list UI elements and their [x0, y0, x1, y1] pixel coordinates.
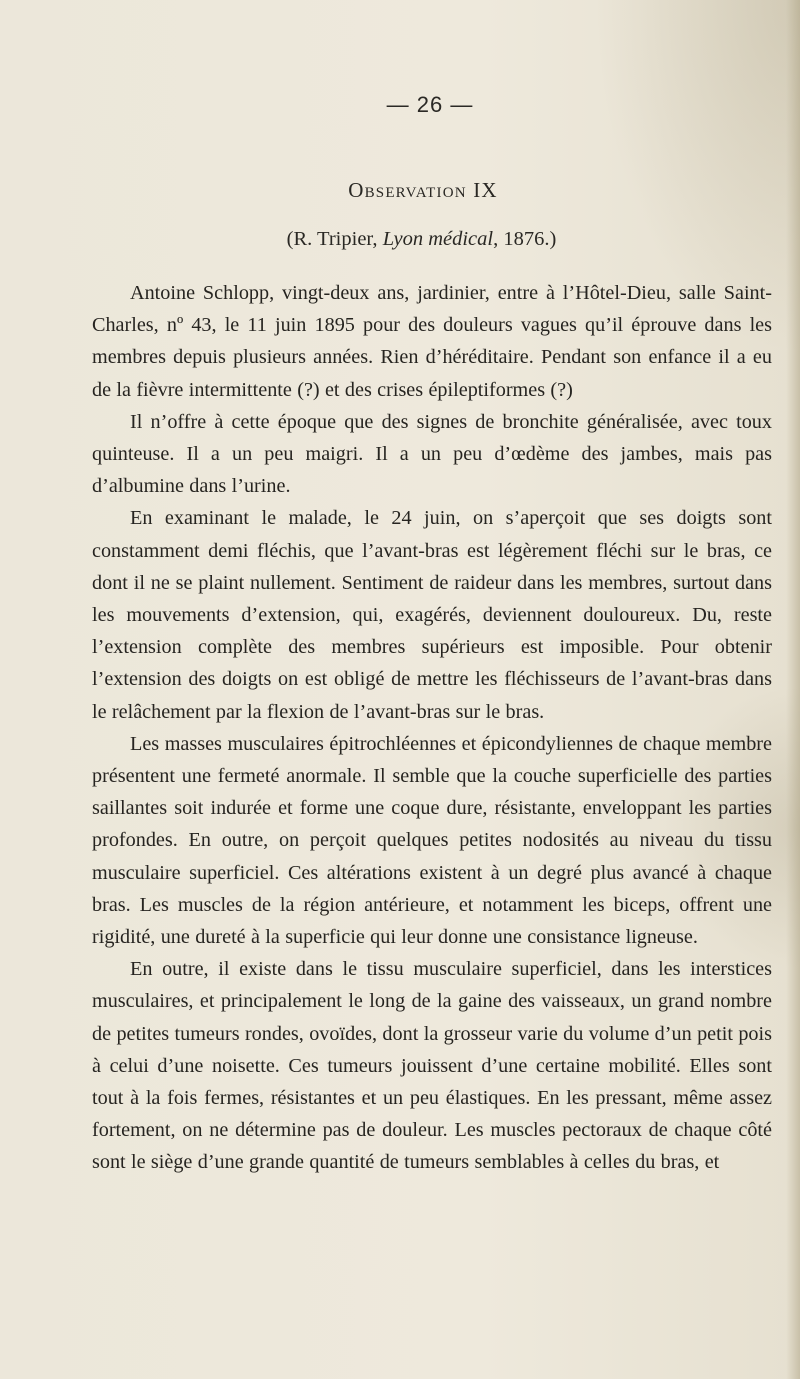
paragraph: En examinant le malade, le 24 juin, on s’aperçoit que ses doigts sont constamment demi fléchis, que l’avant-bras est légèrement fléchi sur le bras, ce dont il ne se plaint nullement. Sentiment de raideur dans les membres, surtout dans les mouvements d’extension, qui, exagérés, deviennent douloureux. Du, reste l’extension complète des membres supérieurs est imposible. Pour obtenir l’extension des doigts on est obligé de mettre les fléchisseurs de l’avant-bras dans le relâchement par la flexion de l’avant-bras sur le bras.	[92, 507, 772, 723]
paragraph: Les masses musculaires épitrochléennes et épicondyliennes de chaque membre présentent une fermeté anormale. Il semble que la couche superficielle des parties saillantes soit indurée et forme une coque dure, résistante, enveloppant les parties profondes. En outre, on perçoit quelques petites nodosités au niveau du tissu musculaire superficiel. Ces altérations existent à un degré plus avancé à chaque bras. Les muscles de la région antérieure, et notamment les biceps, offrent une rigidité, une dureté à la superficie qui leur donne une consistance ligneuse.	[92, 732, 772, 949]
paragraph: En outre, il existe dans le tissu musculaire superficiel, dans les interstices musculaires, et principalement le long de la gaine des vaisseaux, un grand nombre de petites tumeurs rondes, ovoïdes, dont la grosseur varie du volume d’un petit pois à celui d’une noisette. Ces tumeurs jouissent d’une certaine mobilité. Elles sont tout à la fois fermes, résistantes et un peu élastiques. En les pressant, même assez fortement, on ne détermine pas de douleur. Les muscles pectoraux de chaque côté sont le siège d’une grande quantité de tumeurs semblables à celles du bras, et	[92, 958, 772, 1174]
paragraph: Antoine Schlopp, vingt-deux ans, jardinier, entre à l’Hôtel-Dieu, salle Saint-Charles, nº 43, le 11 juin 1895 pour des douleurs vagues qu’il éprouve dans les membres depuis plusieurs années. Rien d’héréditaire. Pendant son enfance il a eu de la fièvre intermittente (?) et des crises épileptiformes (?)	[92, 282, 772, 401]
observation-title: Observation IX	[348, 178, 498, 202]
paragraph: Il n’offre à cette époque que des signes de bronchite généralisée, avec toux quinteuse. Il a un peu maigri. Il a un peu d’œdème des jambes, mais pas d’albumine dans l’urine.	[92, 410, 772, 498]
citation-journal: Lyon médical	[382, 228, 494, 250]
citation-suffix: , 1876.)	[493, 228, 557, 250]
citation-prefix: (R. Tripier,	[286, 228, 383, 250]
body-text	[92, 277, 772, 1179]
page-number: — 26 —	[386, 92, 474, 117]
citation	[0, 228, 800, 251]
page-edge-shadow	[786, 0, 800, 1379]
